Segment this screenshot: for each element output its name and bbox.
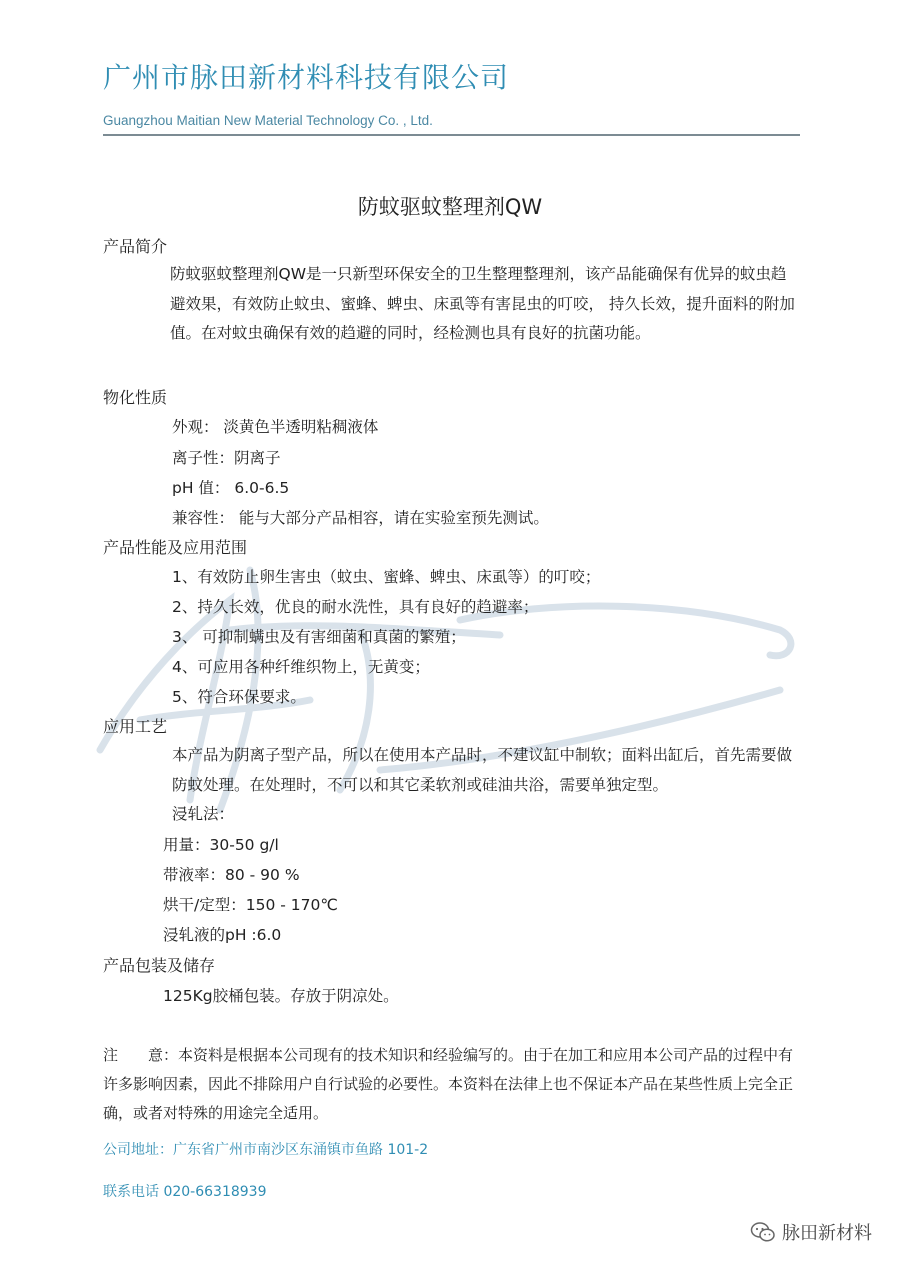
wechat-watermark — [750, 1219, 872, 1245]
section-heading-performance: 产品性能及应用范围 — [103, 538, 248, 557]
process-param: 烘干/定型：150 - 170℃ — [163, 896, 338, 914]
process-param: 带液率：80 - 90 % — [163, 866, 300, 884]
weibo-icon — [10, 1243, 36, 1263]
property-appearance: 外观： 淡黄色半透明粘稠液体 — [172, 418, 379, 436]
disclaimer-note: 注 意：本资料是根据本公司现有的技术知识和经验编写的。由于在加工和应用本公司产品的过程中有许多影响因素，因此不排除用户自行试验的必要性。本资料在法律上也不保证本产品在某些性质上完全正确，或者对特殊的用途完全适用。 — [103, 1046, 794, 1122]
performance-item: 3、 可抑制螨虫及有害细菌和真菌的繁殖； — [172, 628, 466, 646]
section-heading-intro: 产品简介 — [103, 237, 168, 256]
section-heading-process: 应用工艺 — [103, 717, 168, 736]
property-ph: pH 值： 6.0-6.5 — [172, 479, 290, 497]
letterhead — [103, 58, 800, 136]
weibo-watermark — [10, 1243, 98, 1263]
wechat-icon — [750, 1221, 776, 1243]
property-ionic: 离子性：阴离子 — [172, 449, 281, 467]
wechat-label: 脉田新材料 — [782, 1223, 872, 1244]
intro-paragraph: 防蚊驱蚊整理剂QW是一只新型环保安全的卫生整理整理剂，该产品能确保有优异的蚊虫趋避效果，有效防止蚊虫、蜜蜂、蜱虫、床虱等有害昆虫的叮咬， 持久长效，提升面料的附加值。在对蚊虫确保有效的趋避的同时，经检测也具有良好的抗菌功能。 — [170, 265, 795, 342]
company-phone: 联系电话 020-66318939 — [103, 1184, 267, 1200]
company-name-en: Guangzhou Maitian New Material Technology Co. , Ltd. — [103, 113, 433, 128]
process-param: 浸轧液的pH :6.0 — [163, 926, 282, 944]
packaging-text: 125Kg胶桶包装。存放于阴凉处。 — [163, 987, 399, 1005]
property-compatibility: 兼容性： 能与大部分产品相容，请在实验室预先测试。 — [172, 509, 549, 527]
process-paragraph: 本产品为阴离子型产品，所以在使用本产品时，不建议缸中制软；面料出缸后，首先需要做防蚊处理。在处理时，不可以和其它柔软剂或硅油共浴，需要单独定型。 — [172, 746, 793, 794]
performance-item: 1、有效防止卵生害虫（蚊虫、蜜蜂、蜱虫、床虱等）的叮咬； — [172, 568, 601, 586]
weibo-label: 六毁跨境 — [42, 1246, 98, 1262]
performance-item: 2、持久长效，优良的耐水洗性，具有良好的趋避率； — [172, 598, 539, 616]
header-divider — [103, 134, 800, 136]
company-address: 公司地址：广东省广州市南沙区东涌镇市鱼路 101-2 — [103, 1142, 429, 1158]
process-method: 浸轧法： — [172, 805, 235, 823]
section-heading-properties: 物化性质 — [103, 388, 168, 407]
performance-item: 5、符合环保要求。 — [172, 688, 306, 706]
performance-item: 4、可应用各种纤维织物上，无黄变； — [172, 658, 430, 676]
process-param: 用量：30-50 g/l — [163, 836, 279, 854]
section-heading-packaging: 产品包装及储存 — [103, 956, 216, 975]
document-title: 防蚊驱蚊整理剂QW — [357, 195, 543, 219]
company-name-cn: 广州市脉田新材料科技有限公司 — [103, 61, 510, 94]
